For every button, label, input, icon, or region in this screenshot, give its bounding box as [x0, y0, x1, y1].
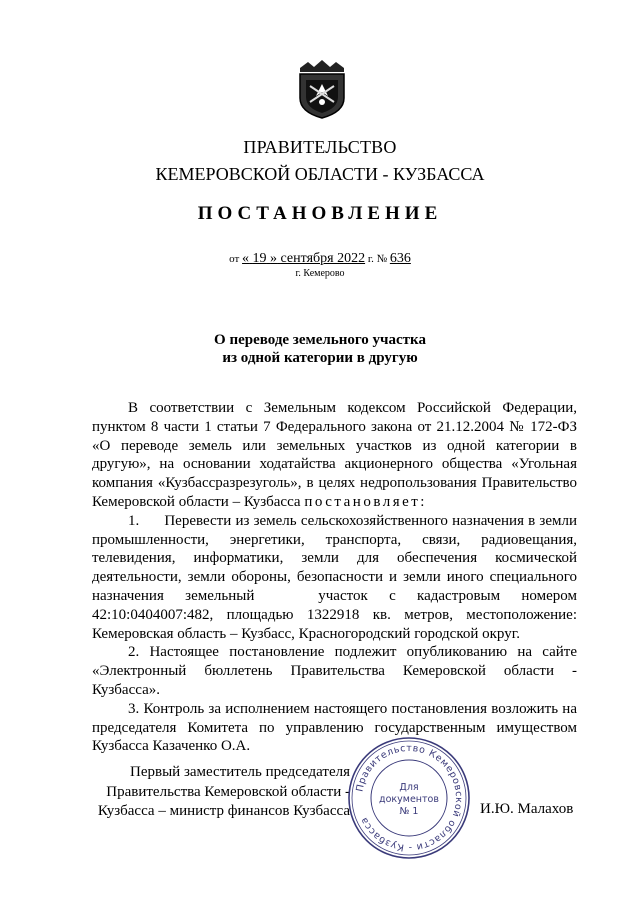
- subject-line1: О переводе земельного участка: [214, 332, 426, 348]
- official-stamp: [346, 735, 472, 861]
- date-year-suffix: г.: [367, 253, 374, 265]
- date-day: « 19 » сентября 2022: [242, 251, 366, 266]
- document-number: 636: [389, 251, 411, 266]
- item-1: 1. Перевести из земель сельскохозяйственного назначения в земли промышленности, энергетики, транспорта, связи, радиовещания, телевидения, информатики, земли для обеспечения космической деятельности, земли обороны, безопасности и земли иного специального назначения земельный участок с кадастровым номером 42:10:0404007:482, площадью 1322918 кв. метров, местоположение: Кемеровская область – Кузбасс, Красногородский городской округ.: [92, 512, 577, 642]
- svg-text:документов: документов: [379, 794, 439, 805]
- government-name-line2: КЕМЕРОВСКОЙ ОБЛАСТИ - КУЗБАССА: [155, 164, 485, 184]
- item-3: 3. Контроль за исполнением настоящего постановления возложить на председателя Комитета по управлению государственным имуществом Кузбасса Казаченко О.А.: [92, 700, 577, 755]
- svg-text:Правительство Кемеровской обла: Правительство Кемеровской области - Кузбасса: [354, 742, 465, 854]
- svg-text:Для: Для: [399, 782, 419, 793]
- date-prefix: от: [229, 253, 240, 265]
- decree-word: постановляет:: [304, 493, 427, 510]
- date-line: [0, 251, 640, 267]
- number-sign: №: [376, 253, 388, 265]
- item-2: 2. Настоящее постановление подлежит опубликованию на сайте «Электронный бюллетень Правительства Кемеровской области - Кузбасса».: [92, 644, 577, 698]
- intro-paragraph: В соответствии с Земельным кодексом Российской Федерации, пунктом 8 части 1 статьи 7 Федерального закона от 21.12.2004 № 172-ФЗ «О переводе земель или земельных участков из одной категории в другую», на основании ходатайства акционерного общества «Угольная компания «Кузбассразрезуголь», в целях недропользования Правительство Кемеровской области – Кузбасса постановляет:: [92, 400, 577, 510]
- document-body: [92, 399, 577, 756]
- signatory-name: И.Ю. Малахов: [480, 801, 574, 817]
- svg-text:№ 1: № 1: [399, 806, 419, 817]
- subject-line2: из одной категории в другую: [222, 350, 418, 366]
- city: г. Кемерово: [295, 268, 345, 279]
- government-name-line1: ПРАВИТЕЛЬСТВО: [243, 137, 397, 157]
- coat-of-arms-icon: [294, 58, 350, 120]
- signatory-position: Первый заместитель председателя Правительства Кемеровской области - Кузбасса – министр финансов Кузбасса: [97, 764, 350, 819]
- document-type: ПОСТАНОВЛЕНИЕ: [197, 203, 443, 224]
